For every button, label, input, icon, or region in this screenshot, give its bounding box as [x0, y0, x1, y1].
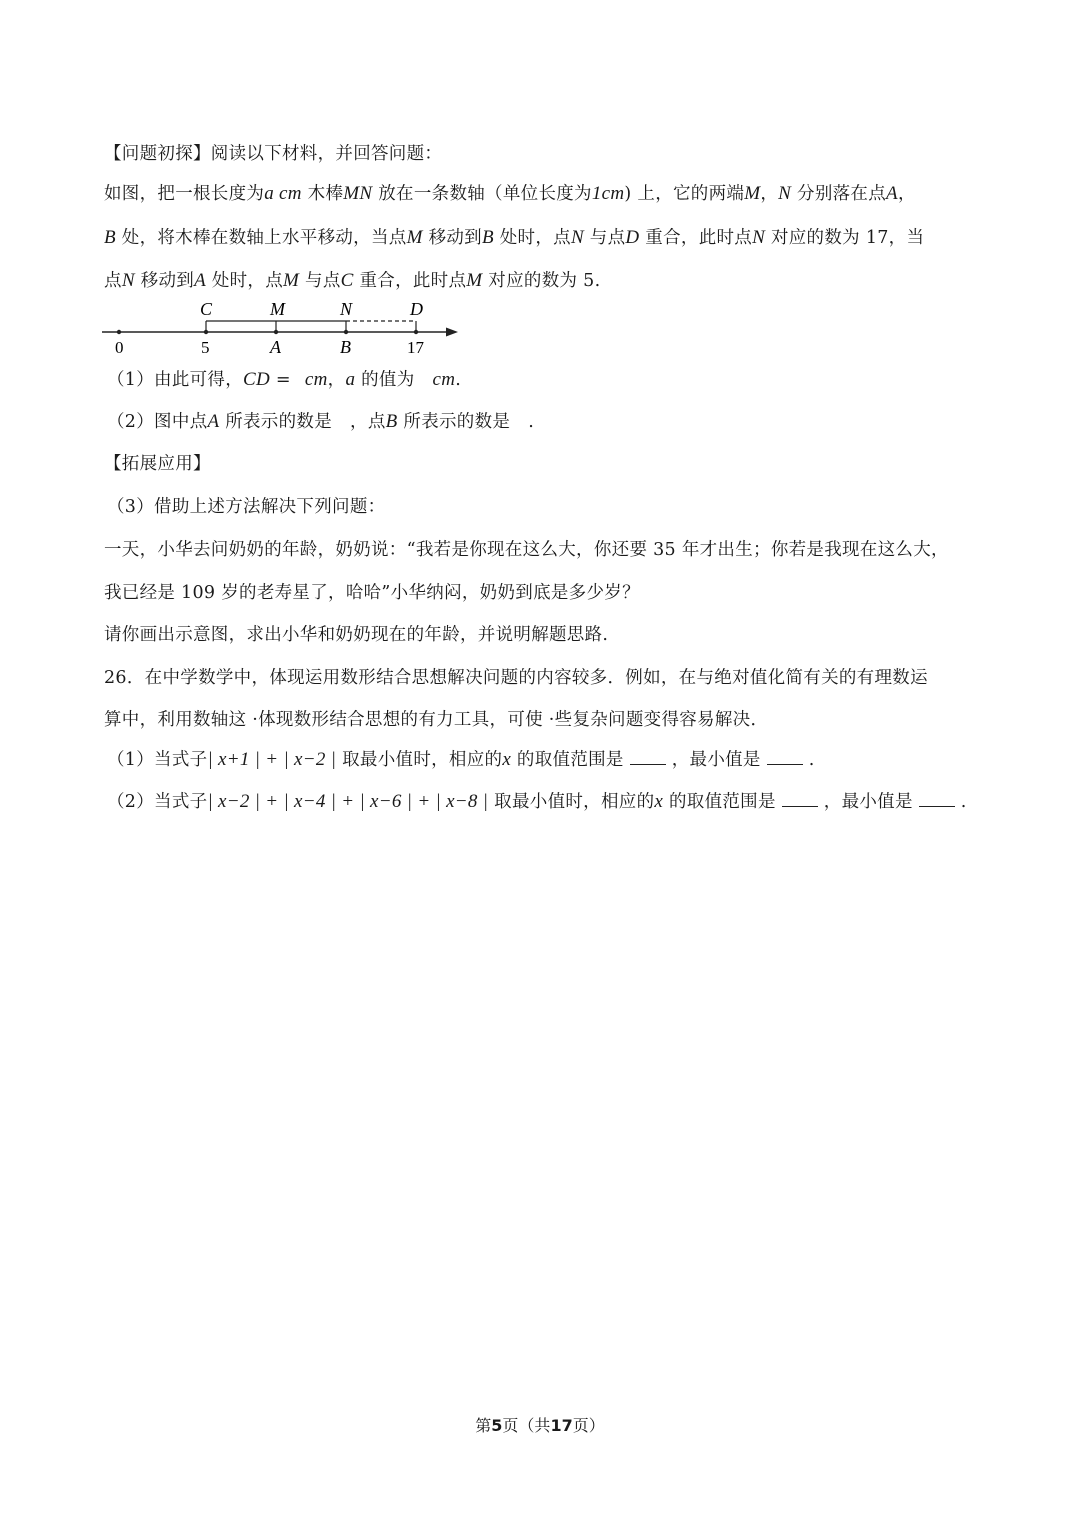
- intro-paragraph-line-3: [104, 267, 600, 292]
- math-var: N: [570, 227, 584, 248]
- math-var: MN: [343, 183, 373, 204]
- math-expression: | x+1 | + | x−2 |: [207, 749, 337, 770]
- text: 点: [104, 271, 122, 291]
- math-var: M: [744, 183, 761, 204]
- math-var: a cm: [264, 183, 302, 204]
- text: =: [270, 370, 291, 390]
- math-var: B: [104, 227, 116, 248]
- math-var: x: [654, 791, 664, 812]
- text: ) 上，它的两端: [624, 184, 745, 204]
- text: 分别落在点: [791, 184, 887, 204]
- math-var: A: [886, 183, 898, 204]
- math-var: M: [466, 270, 483, 291]
- math-var: B: [481, 227, 494, 248]
- point-0: [117, 330, 121, 334]
- text: .: [808, 750, 815, 770]
- label-17: 17: [407, 338, 424, 357]
- math-var: D: [625, 227, 640, 248]
- math-var: N: [778, 183, 792, 204]
- story-line-1: 一天，小华去问奶奶的年龄，奶奶说：“我若是你现在这么大，你还要 35 年才出生；你若是我现在这么大，: [104, 540, 949, 560]
- point-5: [204, 330, 208, 334]
- intro-heading: 【问题初探】阅读以下材料，并回答问题：: [104, 144, 443, 164]
- math-var: 1cm: [591, 183, 625, 204]
- text: 处，将木棒在数轴上水平移动，当点: [115, 228, 407, 248]
- text: 重合，此时点: [639, 228, 753, 248]
- text: 对应的数为 5.: [482, 271, 601, 291]
- text: 处时，点: [493, 228, 571, 248]
- math-var: B: [385, 411, 398, 432]
- text: ，: [327, 370, 346, 390]
- math-var: cm: [304, 369, 328, 390]
- math-var: N: [752, 227, 766, 248]
- text: .: [960, 792, 967, 812]
- math-var: M: [406, 227, 423, 248]
- text: ，最小值是: [823, 792, 913, 812]
- text: 如图，把一根长度为: [104, 184, 265, 204]
- label-n: N: [340, 299, 353, 319]
- story-line-3: 请你画出示意图，求出小华和奶奶现在的年龄，并说明解题思路.: [104, 625, 609, 645]
- answer-blank[interactable]: [767, 748, 803, 765]
- math-var: a: [345, 369, 356, 390]
- intro-paragraph-line-1: [104, 180, 916, 205]
- point-17: [414, 330, 418, 334]
- math-var: A: [207, 411, 220, 432]
- point-a: [274, 330, 278, 334]
- text: .: [455, 370, 462, 390]
- label-0: 0: [115, 338, 124, 357]
- axis-arrow-icon: [446, 328, 458, 337]
- text: 的值为: [355, 370, 415, 390]
- text: 所表示的数是: [397, 412, 511, 432]
- math-var: cm: [432, 369, 456, 390]
- text: （1）当式子: [107, 750, 208, 770]
- label-d: D: [410, 299, 423, 319]
- problem-26-sub-1: [107, 746, 815, 771]
- text: 放在一条数轴（单位长度为: [372, 184, 592, 204]
- story-line-2: 我已经是 109 岁的老寿星了，哈哈”小华纳闷，奶奶到底是多少岁？: [104, 583, 640, 603]
- math-var: A: [194, 270, 206, 291]
- text: 第: [475, 1416, 492, 1435]
- problem-26-line-1: 26．在中学数学中，体现运用数形结合思想解决问题的内容较多．例如，在与绝对值化简有关的有理数运: [104, 668, 928, 688]
- math-expression: | x−2 | + | x−4 | + | x−6 | + | x−8 |: [207, 791, 489, 812]
- label-5: 5: [201, 338, 210, 357]
- math-var: CD: [243, 369, 271, 390]
- text: ，: [897, 184, 916, 204]
- text: 移动到: [134, 271, 195, 291]
- text: 取最小值时，相应的: [336, 750, 503, 770]
- text: （2）图中点: [107, 412, 208, 432]
- math-var: M: [283, 270, 300, 291]
- text: 取最小值时，相应的: [488, 792, 655, 812]
- number-line-figure: [96, 296, 466, 358]
- text: 对应的数为 17，当: [765, 228, 925, 248]
- label-b: B: [340, 337, 351, 357]
- text: 处时，点: [205, 271, 284, 291]
- extend-heading: 【拓展应用】: [104, 454, 211, 474]
- problem-26-sub-2: [107, 788, 967, 813]
- math-var: C: [340, 270, 354, 291]
- label-m: M: [270, 299, 285, 319]
- text: 与点: [299, 271, 341, 291]
- text: 页（共: [502, 1416, 551, 1435]
- question-2: [107, 408, 534, 433]
- page-footer: [0, 1413, 1080, 1436]
- math-var: x: [502, 749, 512, 770]
- label-c: C: [200, 299, 213, 319]
- answer-blank[interactable]: [782, 790, 818, 807]
- text: 页）: [572, 1416, 605, 1435]
- text: .: [528, 412, 535, 432]
- text: （2）当式子: [107, 792, 208, 812]
- text: 所表示的数是: [219, 412, 333, 432]
- text: 与点: [583, 228, 626, 248]
- page-number: 5: [491, 1416, 503, 1435]
- total-pages: 17: [550, 1416, 573, 1435]
- text: ，点: [350, 412, 386, 432]
- answer-blank[interactable]: [630, 748, 666, 765]
- question-1: [107, 366, 461, 391]
- text: 木棒: [301, 184, 344, 204]
- math-var: N: [121, 270, 135, 291]
- text: 移动到: [422, 228, 482, 248]
- text: ，最小值是: [671, 750, 761, 770]
- text: 的取值范围是: [663, 792, 776, 812]
- text: ，: [760, 184, 779, 204]
- text: 重合，此时点: [353, 271, 467, 291]
- point-b: [344, 330, 348, 334]
- text: （1）由此可得，: [107, 370, 244, 390]
- text: 的取值范围是: [511, 750, 624, 770]
- label-a: A: [270, 337, 281, 357]
- intro-paragraph-line-2: [104, 224, 924, 249]
- question-3: （3）借助上述方法解决下列问题：: [107, 497, 386, 517]
- answer-blank[interactable]: [919, 790, 955, 807]
- problem-26-line-2: 算中，利用数轴这 ·体现数形结合思想的有力工具，可使 ·些复杂问题变得容易解决．: [104, 710, 769, 730]
